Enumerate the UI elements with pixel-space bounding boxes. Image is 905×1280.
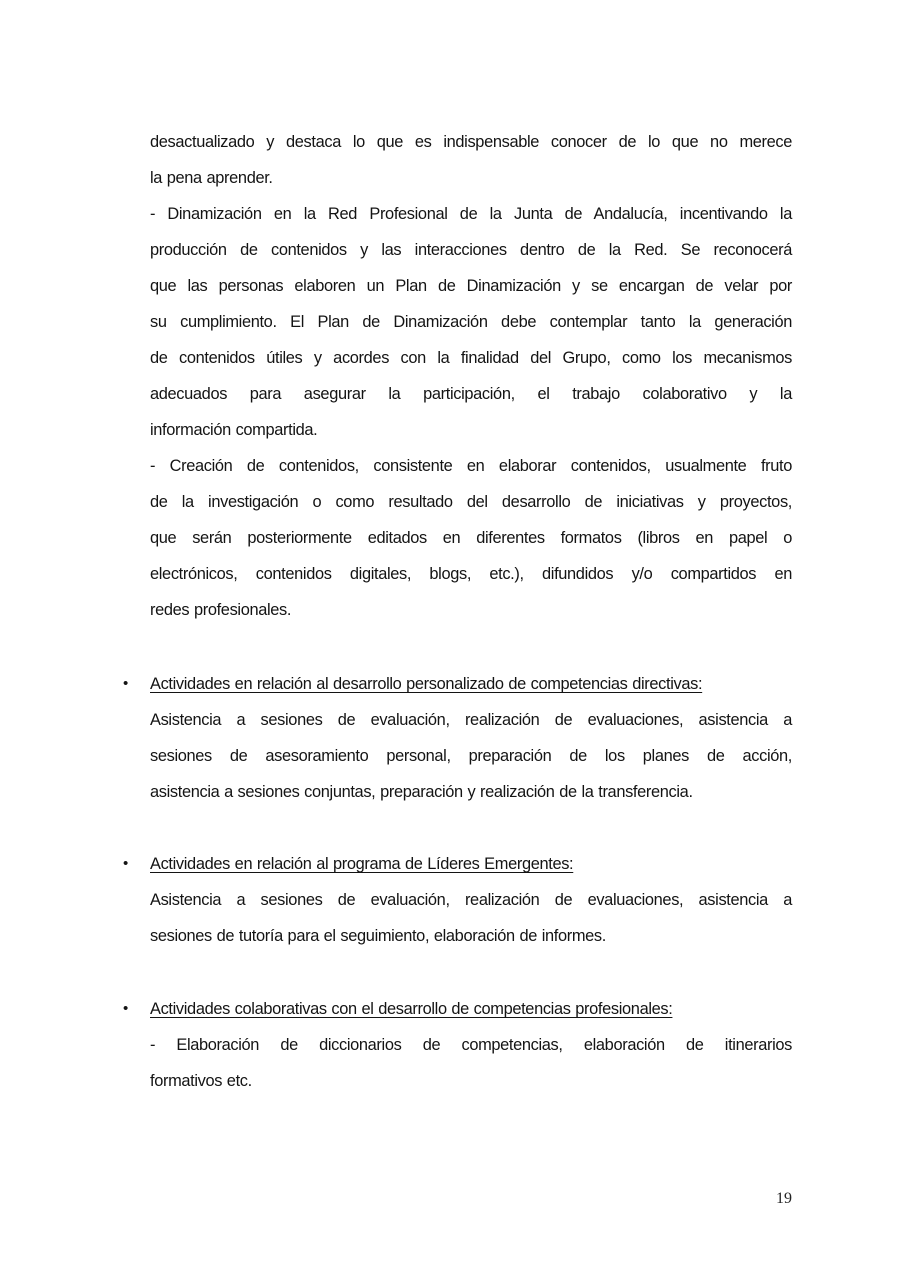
bullet-item-competencias-directivas [123, 666, 792, 810]
text-line: que serán posteriormente editados en diferentes formatos (libros en papel o [150, 529, 792, 547]
text-line: sesiones de tutoría para el seguimiento, elaboración de informes. [150, 927, 606, 945]
text-line: información compartida. [150, 421, 318, 439]
text-line: la pena aprender. [150, 169, 273, 187]
text-line: formativos etc. [150, 1072, 252, 1090]
text-line: de la investigación o como resultado del desarrollo de iniciativas y proyectos, [150, 493, 792, 511]
bullet-icon: • [123, 675, 128, 692]
text-line: Asistencia a sesiones de evaluación, realización de evaluaciones, asistencia a [150, 891, 792, 909]
text-line: desactualizado y destaca lo que es indispensable conocer de lo que no merece [150, 133, 792, 151]
text-line: Asistencia a sesiones de evaluación, realización de evaluaciones, asistencia a [150, 711, 792, 729]
text-line: producción de contenidos y las interacciones dentro de la Red. Se reconocerá [150, 241, 792, 259]
text-line: su cumplimiento. El Plan de Dinamización debe contemplar tanto la generación [150, 313, 792, 331]
text-line: asistencia a sesiones conjuntas, preparación y realización de la transferencia. [150, 783, 693, 801]
text-line: redes profesionales. [150, 601, 292, 619]
bullet-item-lideres-emergentes [123, 846, 792, 954]
text-line: electrónicos, contenidos digitales, blogs, etc.), difundidos y/o compartidos en [150, 565, 792, 583]
bullet-heading: Actividades en relación al desarrollo personalizado de competencias directivas: [150, 675, 703, 693]
bullet-item-competencias-profesionales [123, 991, 792, 1099]
text-line: que las personas elaboren un Plan de Dinamización y se encargan de velar por [150, 277, 792, 295]
text-line: sesiones de asesoramiento personal, preparación de los planes de acción, [150, 747, 792, 765]
text-line: adecuados para asegurar la participación, el trabajo colaborativo y la [150, 385, 792, 403]
bullet-heading: Actividades en relación al programa de Líderes Emergentes: [150, 855, 574, 873]
intro-text-block [150, 124, 792, 628]
page-number: 19 [776, 1190, 792, 1207]
text-line: - Dinamización en la Red Profesional de la Junta de Andalucía, incentivando la [150, 205, 792, 223]
bullet-heading: Actividades colaborativas con el desarrollo de competencias profesionales: [150, 1000, 673, 1018]
bullet-icon: • [123, 855, 128, 872]
text-line: - Elaboración de diccionarios de competencias, elaboración de itinerarios [150, 1036, 792, 1054]
text-line: de contenidos útiles y acordes con la finalidad del Grupo, como los mecanismos [150, 349, 792, 367]
bullet-icon: • [123, 1000, 128, 1017]
text-line: - Creación de contenidos, consistente en elaborar contenidos, usualmente fruto [150, 457, 792, 475]
